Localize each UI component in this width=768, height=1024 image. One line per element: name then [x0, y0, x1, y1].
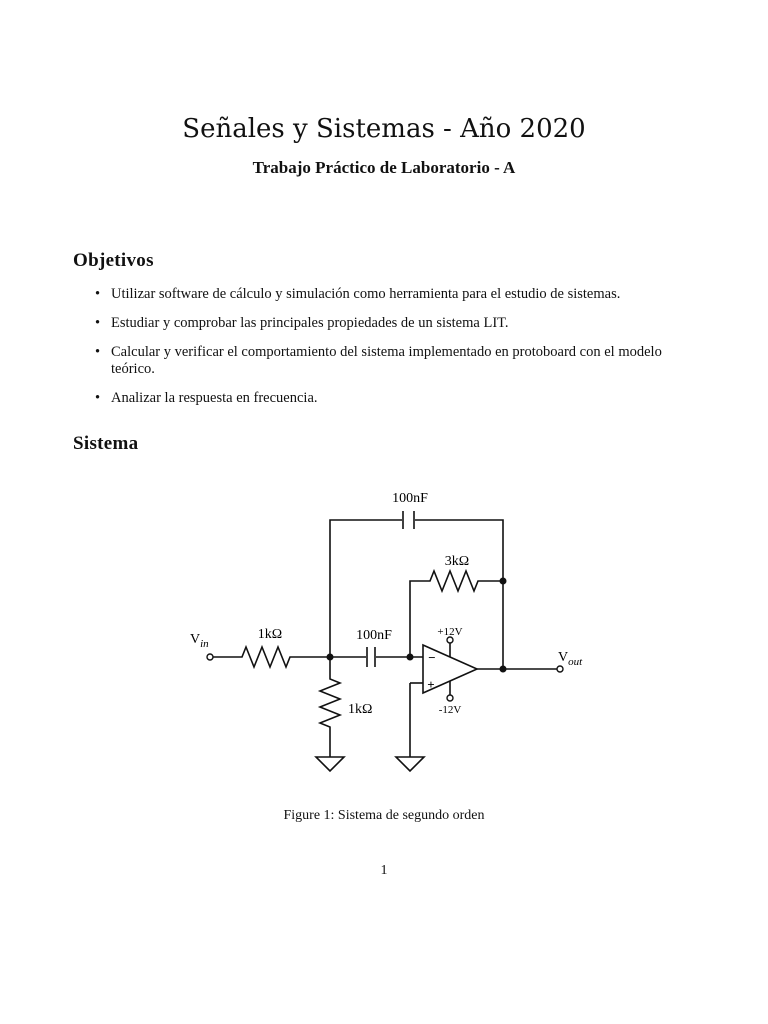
vpos-label: +12V — [437, 626, 463, 638]
vout-label-sub: out — [568, 656, 583, 668]
opamp-plus-sign: + — [427, 677, 435, 692]
bullet-icon: • — [95, 315, 101, 331]
list-item-text: Analizar la respuesta en frecuencia. — [111, 390, 318, 406]
objectives-heading: Objetivos — [73, 250, 154, 271]
feedback-wire-top-right — [415, 520, 503, 581]
res-shunt-label: 1kΩ — [348, 702, 373, 717]
cap-top-label: 100nF — [392, 491, 428, 506]
res-input-label: 1kΩ — [257, 627, 283, 642]
junction-node — [500, 578, 507, 585]
vout-terminal — [557, 666, 563, 672]
junction-node — [407, 654, 414, 661]
vout-label — [558, 650, 583, 668]
list-item-text: Calcular y verificar el comportamiento del sistema implementado en protoboard con el modelo teórico. — [111, 344, 662, 377]
page-number: 1 — [380, 863, 388, 878]
junction-node — [500, 666, 507, 673]
list-item-text: Estudiar y comprobar las principales propiedades de un sistema LIT. — [111, 315, 509, 331]
list-item — [93, 286, 703, 303]
list-item-text: Utilizar software de cálculo y simulación como herramienta para el estudio de sistemas. — [111, 286, 621, 302]
vin-label-base: V — [190, 632, 201, 647]
list-item — [93, 315, 703, 332]
vin-label-sub: in — [200, 638, 209, 650]
opamp-minus-sign: − — [428, 650, 436, 665]
system-heading: Sistema — [73, 433, 139, 454]
page-title: Señales y Sistemas - Año 2020 — [182, 114, 586, 144]
ground-symbol-right — [396, 757, 424, 771]
vout-label-base: V — [558, 650, 569, 665]
list-item — [93, 390, 703, 407]
vneg-terminal — [447, 695, 453, 701]
bullet-icon: • — [95, 390, 101, 406]
resistor-shunt — [320, 657, 340, 757]
res-feedback-label: 3kΩ — [444, 554, 470, 569]
objectives-list — [93, 286, 703, 419]
bullet-icon: • — [95, 344, 101, 360]
resistor-feedback — [410, 571, 503, 657]
vin-terminal — [207, 654, 213, 660]
junction-node — [327, 654, 334, 661]
cap-mid-label: 100nF — [356, 628, 392, 643]
ground-symbol-left — [316, 757, 344, 771]
figure-caption: Figure 1: Sistema de segundo orden — [283, 808, 485, 823]
page-subtitle: Trabajo Práctico de Laboratorio - A — [252, 158, 516, 177]
circuit-diagram — [180, 485, 600, 785]
list-item — [93, 344, 703, 378]
vin-label — [190, 632, 209, 650]
bullet-icon: • — [95, 286, 101, 302]
resistor-input — [213, 647, 330, 667]
vneg-label: -12V — [438, 704, 462, 716]
